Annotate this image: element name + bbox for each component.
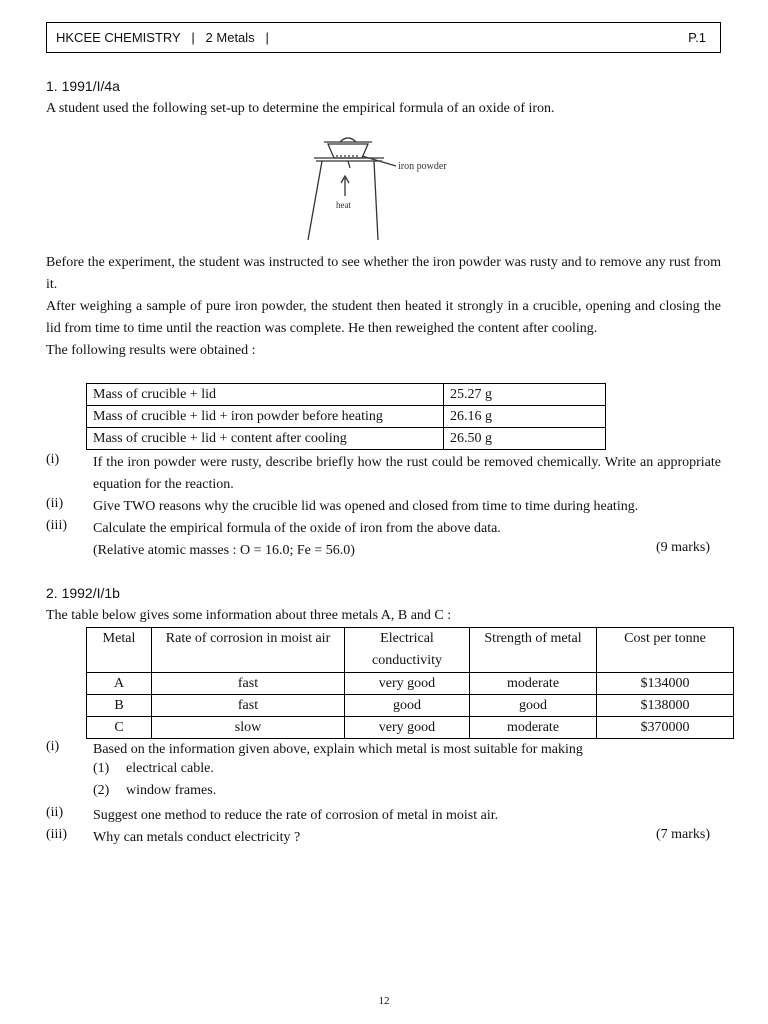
table-row (87, 695, 734, 717)
part-text: Why can metals conduct electricity ? (93, 830, 301, 845)
cell: $138000 (597, 695, 734, 717)
cell: C (87, 717, 152, 739)
table-row (87, 673, 734, 695)
q1-para1: Before the experiment, the student was instructed to see whether the iron powder was rusty and to remove any rust from it. (46, 255, 721, 292)
apparatus-diagram (300, 128, 460, 244)
result-label: Mass of crucible + lid + iron powder before heating (87, 406, 444, 428)
col-header: Metal (87, 628, 152, 673)
q2-marks: (7 marks) (655, 827, 710, 842)
part-text: Based on the information given above, explain which metal is most suitable for making (93, 742, 583, 757)
sub-text: window frames. (126, 783, 217, 798)
q2-intro: The table below gives some information about three metals A, B and C : (46, 608, 452, 623)
col-header: Strength of metal (470, 628, 597, 673)
q1-marks: (9 marks) (655, 540, 710, 555)
col-header: Cost per tonne (597, 628, 734, 673)
q2-part-i (46, 739, 721, 761)
page-number: 12 (378, 995, 390, 1007)
atomic-masses-note: (Relative atomic masses : O = 16.0; Fe = 56.0) (93, 543, 355, 558)
cell: fast (152, 673, 345, 695)
cell: fast (152, 695, 345, 717)
q1-intro: A student used the following set-up to determine the empirical formula of an oxide of iron. (46, 101, 555, 116)
cell: good (470, 695, 597, 717)
part-number: (i) (46, 452, 60, 467)
q2-title: 2. 1992/I/1b (46, 585, 120, 601)
cell: B (87, 695, 152, 717)
table-header-row (87, 628, 734, 673)
label-heat: heat (336, 200, 351, 210)
metals-table (86, 627, 734, 739)
header-page: P.1 (688, 30, 706, 45)
q2-sub-1 (46, 761, 721, 783)
q2-sub-2 (46, 783, 721, 805)
q2-part-iii (46, 827, 721, 849)
sub-text: electrical cable. (126, 761, 214, 776)
table-row (87, 406, 606, 428)
cell: $134000 (597, 673, 734, 695)
q2-part-ii (46, 805, 721, 827)
col-header: Electrical conductivity (345, 628, 470, 673)
q1-para2: After weighing a sample of pure iron powder, the student then heated it strongly in a crucible, opening and closing the lid from time to time until the reaction was complete. He then reweighed the content after cooling. (46, 299, 721, 336)
label-iron-powder: iron powder (398, 161, 447, 172)
cell: moderate (470, 673, 597, 695)
cell: very good (345, 717, 470, 739)
col-header: Rate of corrosion in moist air (152, 628, 345, 673)
sub-number: (2) (93, 783, 110, 798)
q1-para3: The following results were obtained : (46, 343, 256, 358)
result-label: Mass of crucible + lid + content after cooling (87, 428, 444, 450)
part-number: (iii) (46, 827, 67, 842)
part-number: (ii) (46, 496, 64, 511)
result-value: 26.16 g (444, 406, 606, 428)
part-text: Calculate the empirical formula of the oxide of iron from the above data. (93, 521, 501, 536)
tripod-leg-right (374, 161, 378, 240)
part-text: If the iron powder were rusty, describe briefly how the rust could be removed chemically. Write an appropriate equation for the reaction. (93, 455, 721, 492)
part-number: (i) (46, 739, 60, 754)
q1-title: 1. 1991/I/4a (46, 78, 120, 94)
table-row (87, 428, 606, 450)
page-header (46, 22, 721, 53)
result-value: 26.50 g (444, 428, 606, 450)
cell: good (345, 695, 470, 717)
table-row (87, 384, 606, 406)
result-label: Mass of crucible + lid (87, 384, 444, 406)
tripod-leg-left (308, 161, 322, 240)
table-row (87, 717, 734, 739)
q1-note-row (46, 540, 721, 562)
sub-number: (1) (93, 761, 110, 776)
q1-part-iii (46, 518, 721, 540)
part-text: Suggest one method to reduce the rate of corrosion of metal in moist air. (93, 808, 499, 823)
cell: very good (345, 673, 470, 695)
cell: slow (152, 717, 345, 739)
cell: moderate (470, 717, 597, 739)
results-table (86, 383, 606, 450)
result-value: 25.27 g (444, 384, 606, 406)
cell: $370000 (597, 717, 734, 739)
q1-part-i (46, 452, 721, 496)
q1-part-ii (46, 496, 721, 518)
part-number: (ii) (46, 805, 64, 820)
part-number: (iii) (46, 518, 67, 533)
cell: A (87, 673, 152, 695)
part-text: Give TWO reasons why the crucible lid was opened and closed from time to time during heating. (93, 499, 639, 514)
header-title: HKCEE CHEMISTRY | 2 Metals | (56, 30, 269, 45)
